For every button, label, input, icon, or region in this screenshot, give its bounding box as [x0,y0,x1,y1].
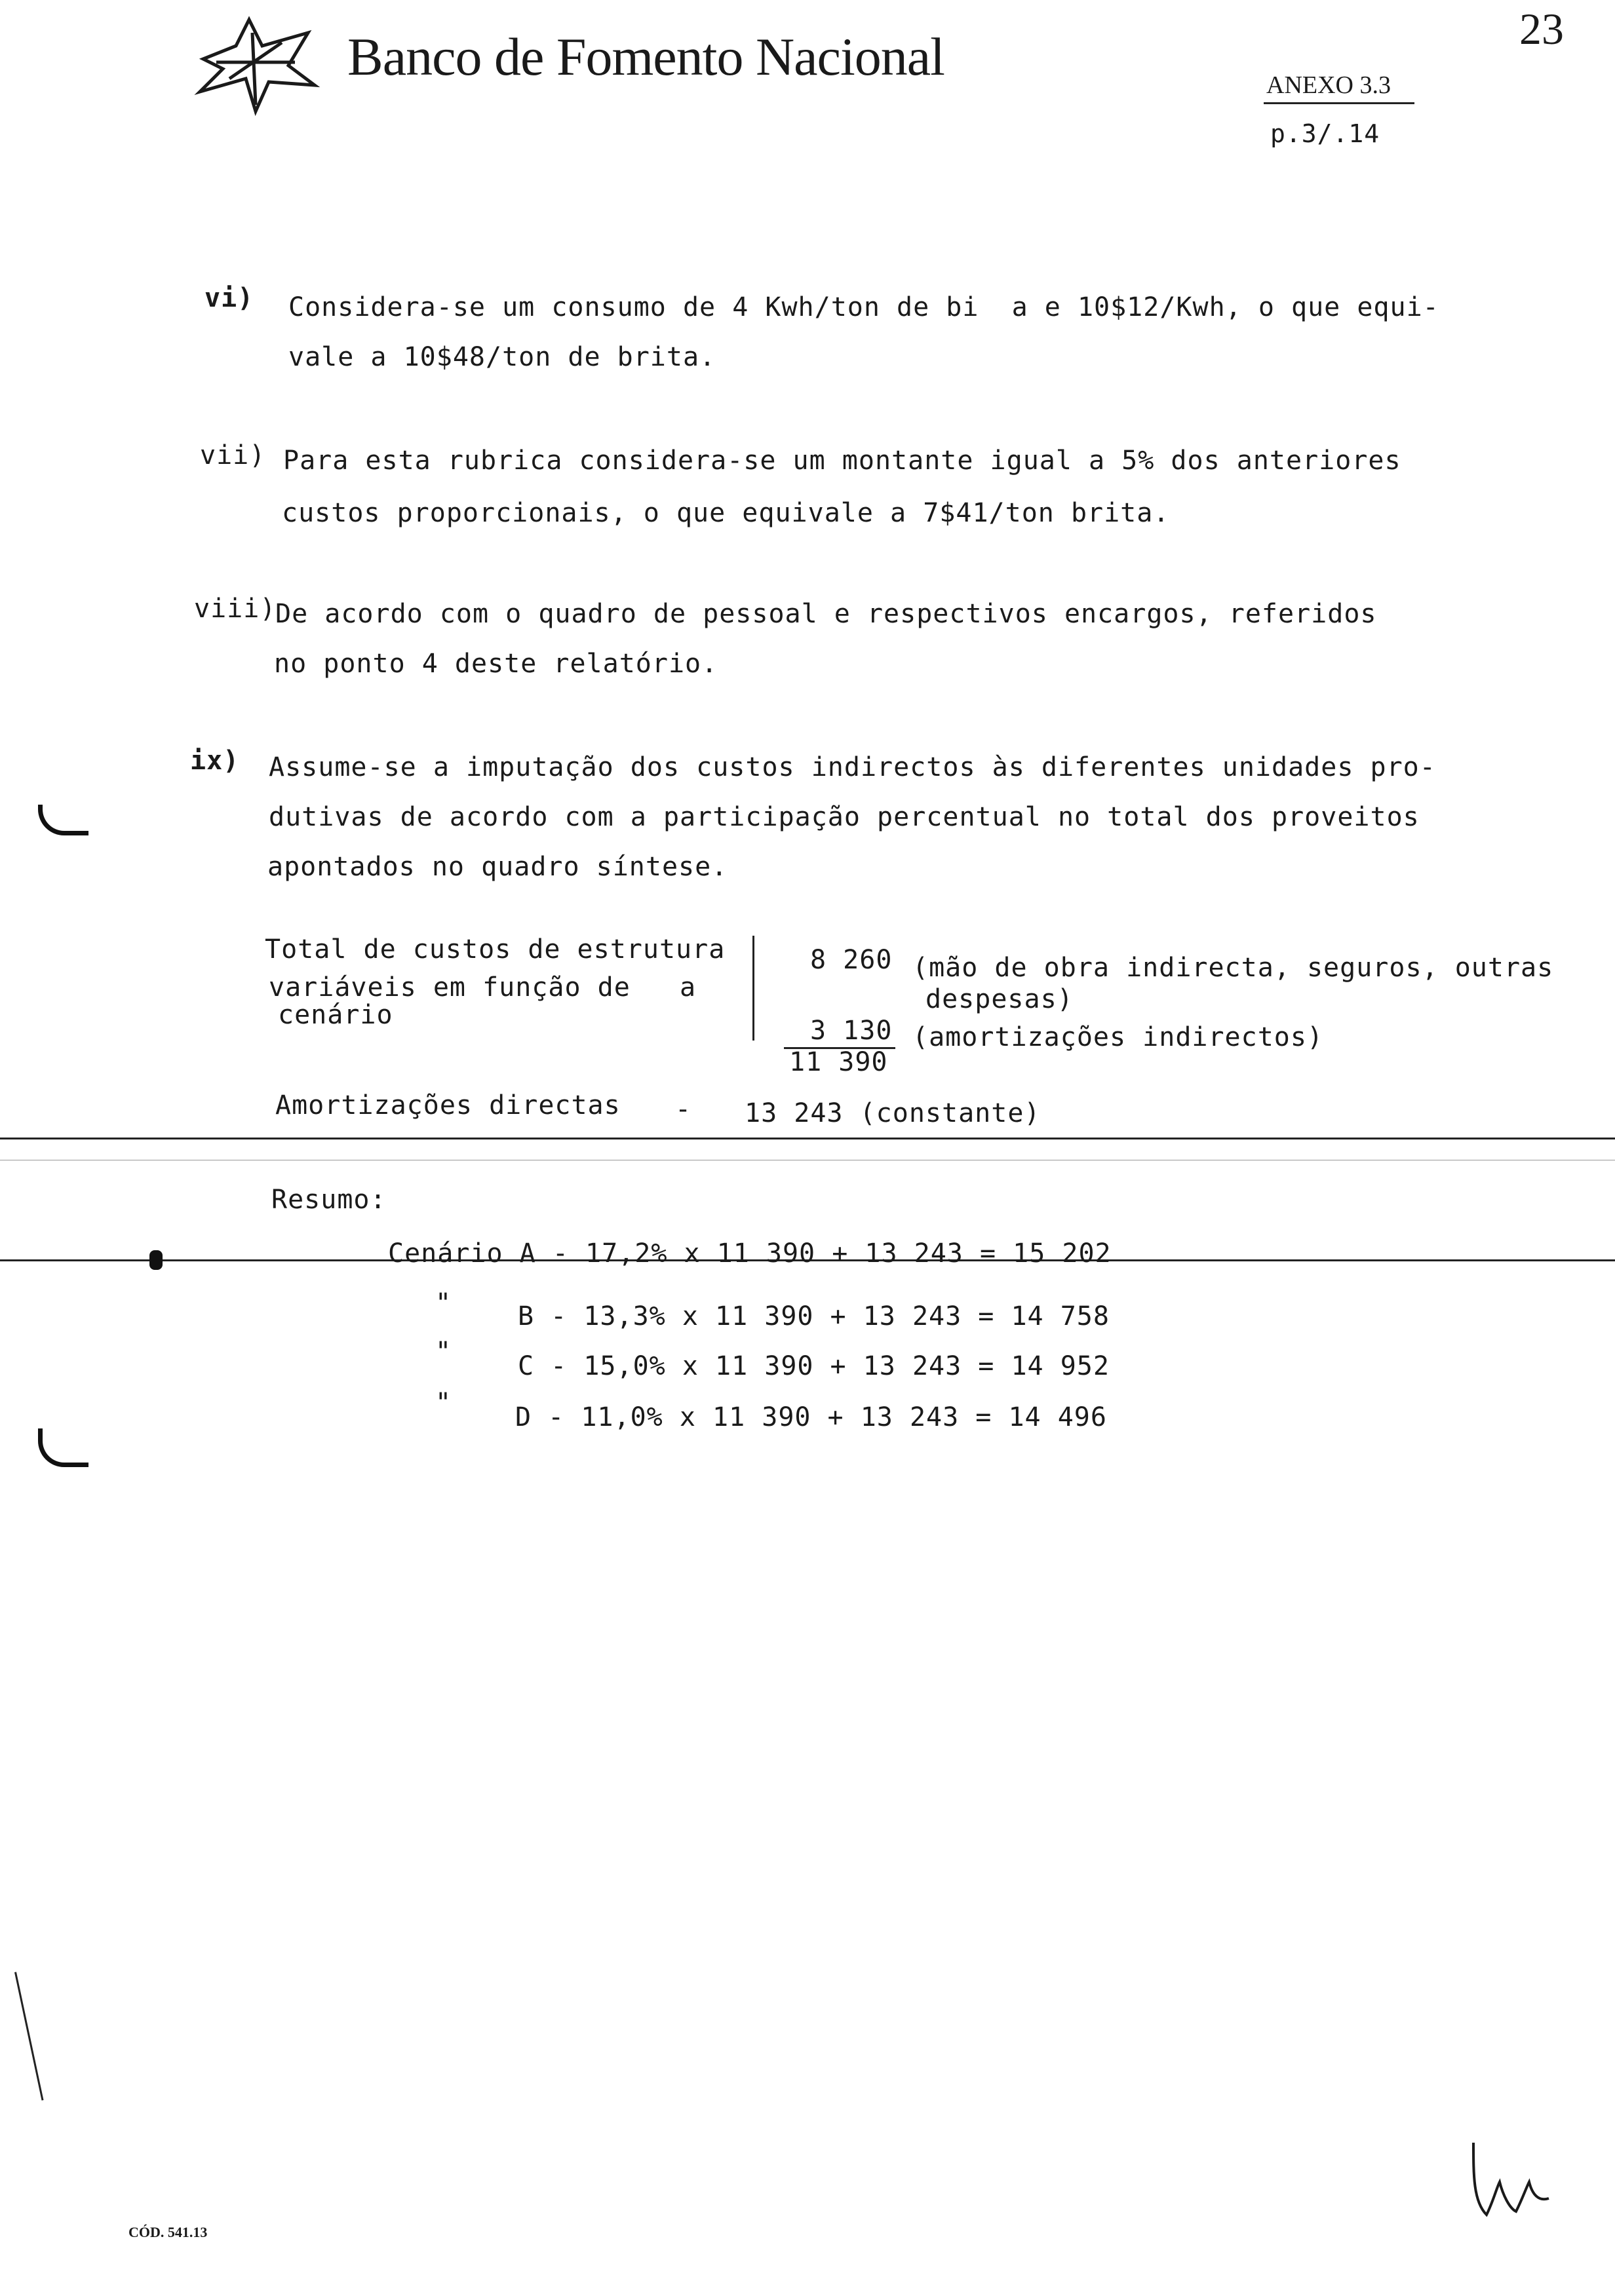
item-viii-line-2: no ponto 4 deste relatório. [274,649,718,679]
footer-code: CÓD. 541.13 [128,2224,208,2240]
bank-name: Banco de Fomento Nacional [347,27,944,86]
item-ix-line-1: Assume-se a imputação dos custos indirectos às diferentes unidades pro- [269,752,1436,782]
scenario-c-ditto: " [435,1337,452,1367]
item-ix-line-2: dutivas de acordo com a participação percentual no total dos proveitos [269,802,1420,832]
item-vi-line-2: vale a 10$48/ton de brita. [288,342,716,372]
cost-table-left-3: cenário [278,1000,393,1030]
scenario-d: D - 11,0% x 11 390 + 13 243 = 14 496 [515,1402,1107,1432]
cost-row2-value: 3 130 [810,1016,893,1046]
direct-amort-dash: - [675,1094,692,1124]
cost-table-left-1: Total de custos de estrutura [265,934,726,965]
cost-row1-desc: (mão de obra indirecta, seguros, outras [912,953,1554,983]
scenario-b-ditto: " [435,1288,452,1318]
cost-table-divider [752,936,754,1041]
item-vii-line-1: Para esta rubrica considera-se um montante igual a 5% dos anteriores [283,446,1401,476]
scenario-b: B - 13,3% x 11 390 + 13 243 = 14 758 [518,1301,1110,1331]
cost-table-left-2: variáveis em função de a [269,972,697,1003]
item-label-vii: vii) [200,440,266,470]
scenario-c: C - 15,0% x 11 390 + 13 243 = 14 952 [518,1351,1110,1381]
page-number: 23 [1519,4,1564,54]
direct-amort-value: 13 243 (constante) [745,1098,1041,1128]
item-label-viii: viii) [194,594,277,624]
scenario-a: Cenário A - 17,2% x 11 390 + 13 243 = 15 202 [388,1238,1112,1269]
item-viii-line-1: De acordo com o quadro de pessoal e respectivos encargos, referidos [275,599,1377,629]
annex-label: ANEXO 3.3 [1266,71,1391,99]
section-rule [0,1138,1615,1139]
cost-row1-desc-cont: despesas) [925,984,1074,1014]
margin-mark-2 [38,1428,88,1467]
scan-edge-line [14,1972,44,2100]
item-vii-line-2: custos proporcionais, o que equivale a 7$41/ton brita. [282,498,1170,528]
margin-mark-1 [38,805,88,835]
bank-logo [190,7,321,118]
strike-bullet [149,1250,163,1270]
item-label-ix: ix) [190,746,240,776]
cost-total: 11 390 [789,1047,888,1077]
cost-row1-value: 8 260 [810,945,893,975]
direct-amort-label: Amortizações directas [275,1090,621,1120]
initials-signature [1460,2136,1565,2228]
summary-title: Resumo: [271,1185,387,1215]
page-ref: p.3/.14 [1270,119,1380,148]
item-ix-line-3: apontados no quadro síntese. [267,852,728,882]
item-vi-line-1: Considera-se um consumo de 4 Kwh/ton de bi a e 10$12/Kwh, o que equi- [288,292,1439,322]
item-label-vi: vi) [204,283,254,313]
scenario-d-ditto: " [435,1388,452,1418]
cost-row2-desc: (amortizações indirectos) [912,1022,1324,1052]
annex-underline [1264,102,1414,104]
